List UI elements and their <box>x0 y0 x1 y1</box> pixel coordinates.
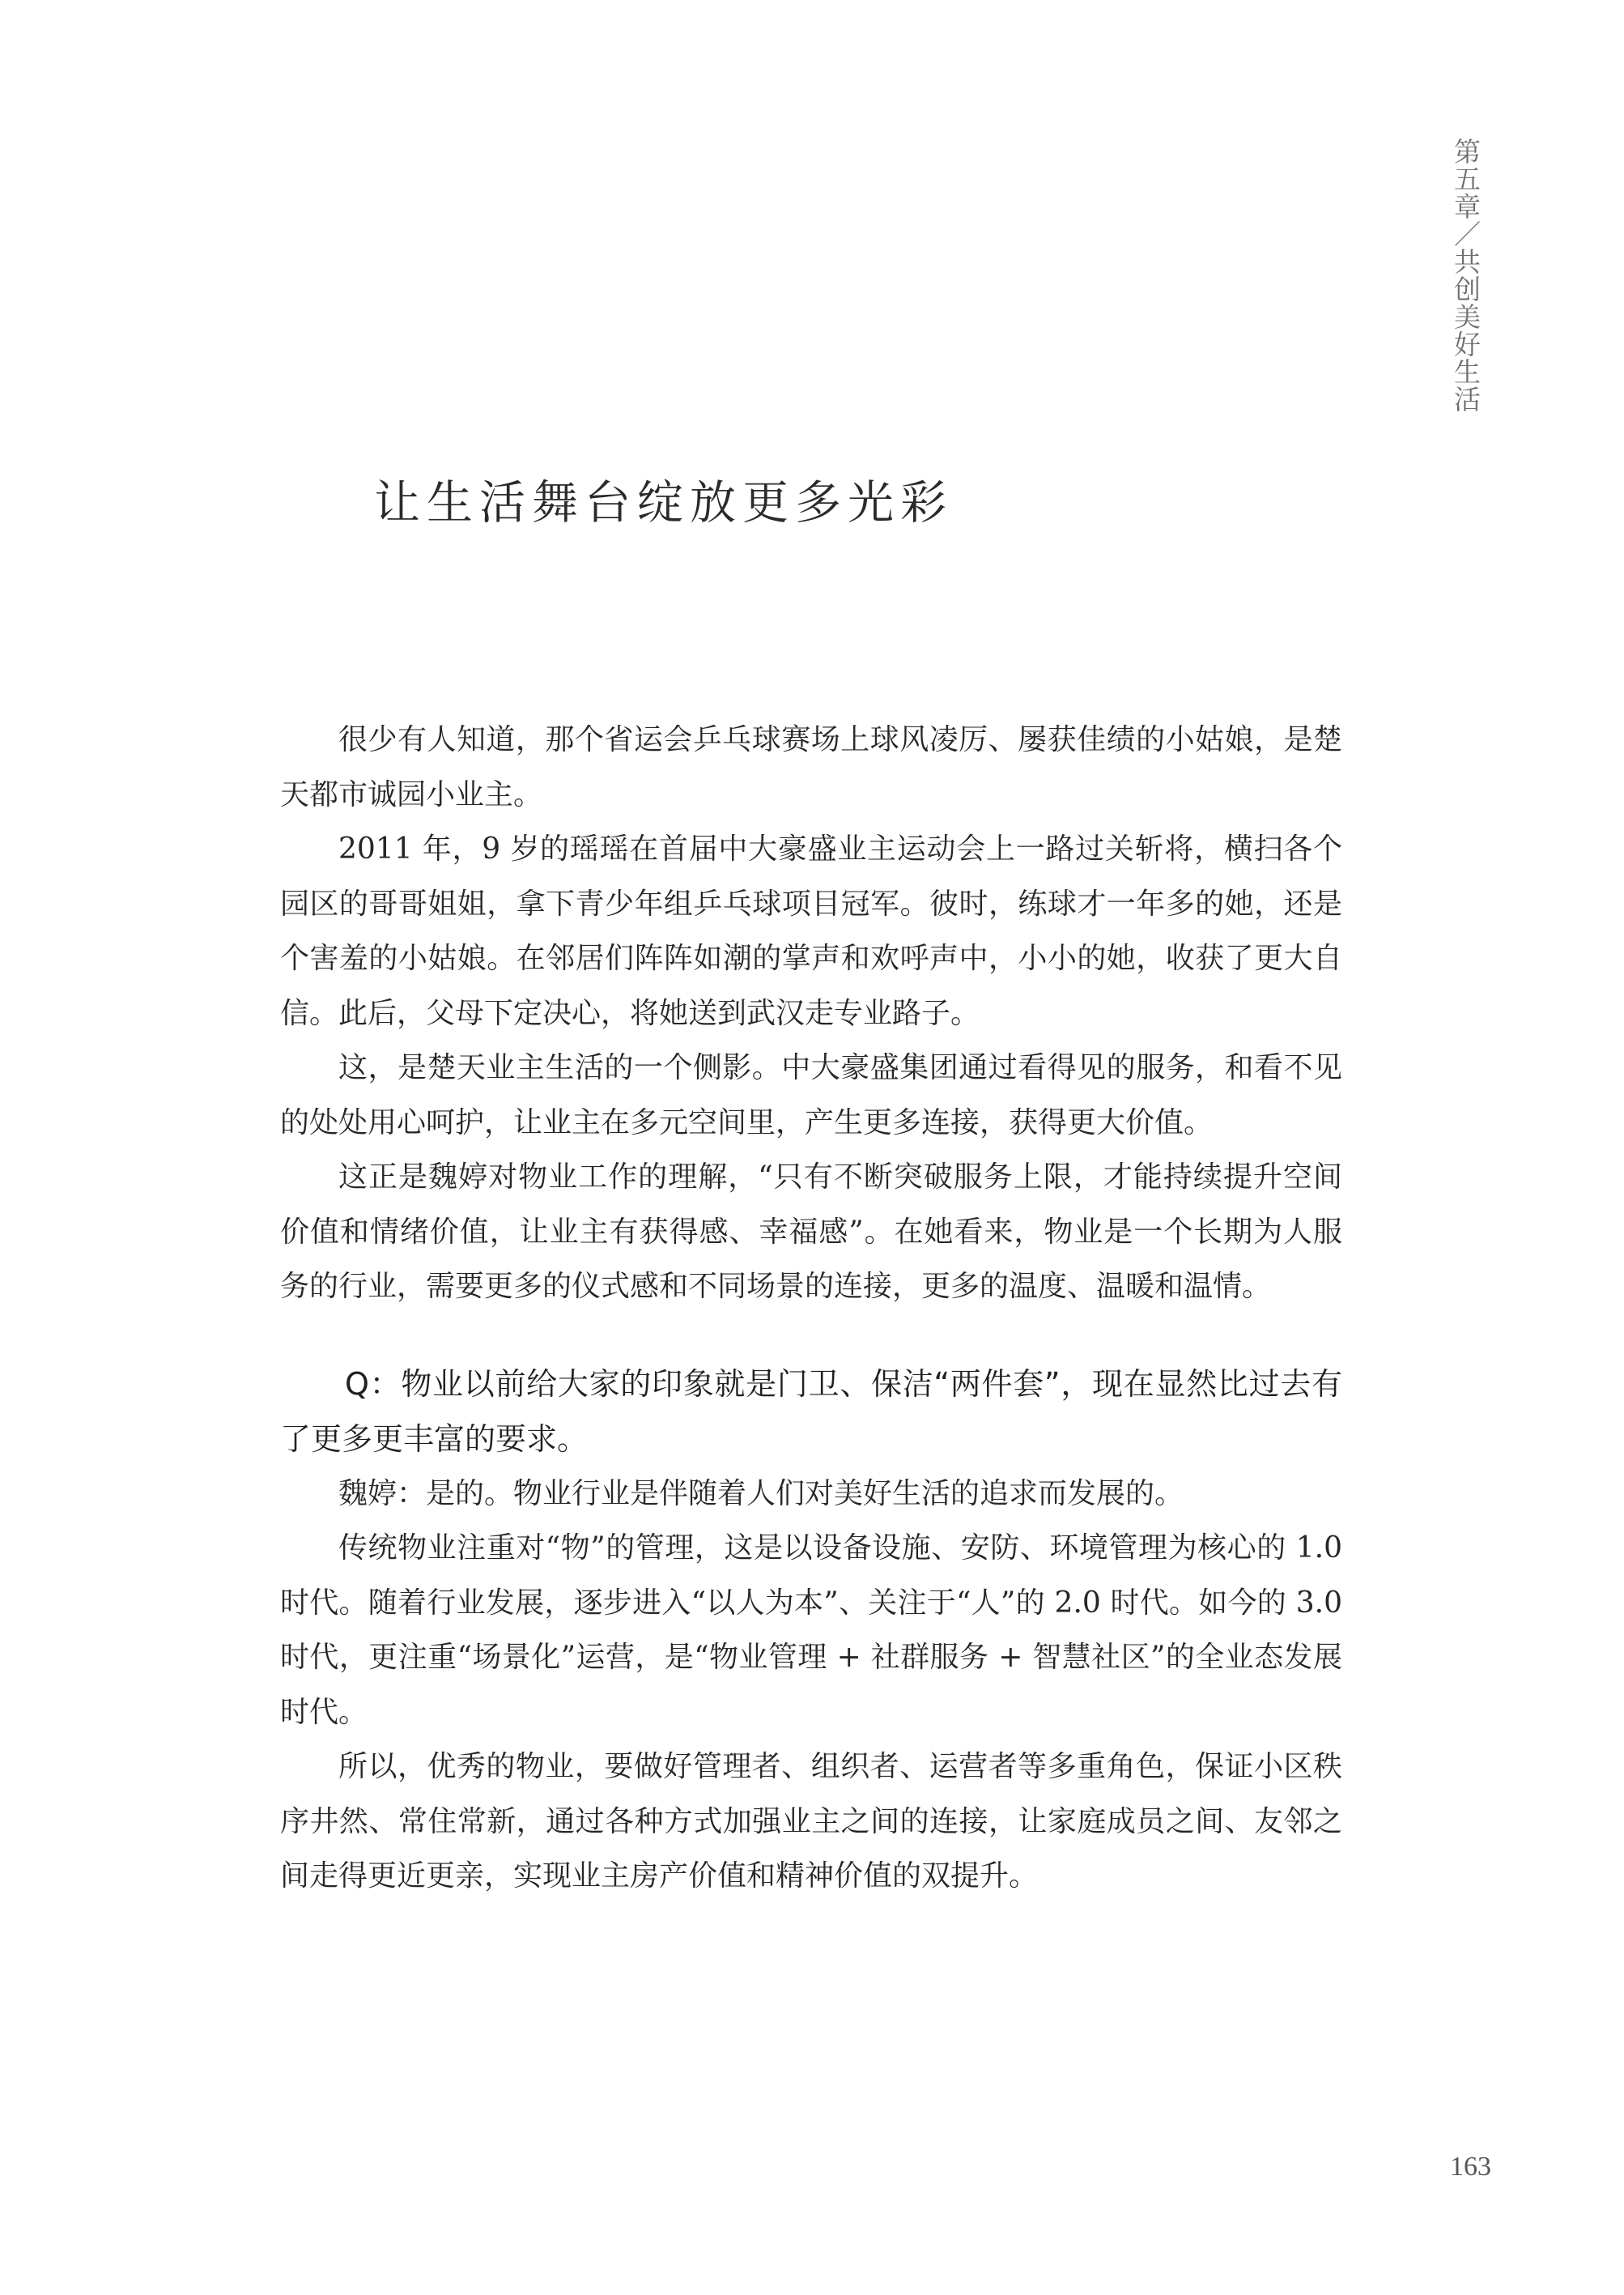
running-head: 第五章／共创美好生活 <box>1450 138 1482 413</box>
body-text <box>280 713 1342 1904</box>
paragraph: 2011 年，9 岁的瑶瑶在首届中大豪盛业主运动会上一路过关斩将，横扫各个园区的哥哥姐姐，拿下青少年组乒乓球项目冠军。彼时，练球才一年多的她，还是个害羞的小姑娘。在邻居们阵阵如潮的掌声和欢呼声中，小小的她，收获了更大自信。此后，父母下定决心，将她送到武汉走专业路子。 <box>280 832 1342 1030</box>
paragraph: 这，是楚天业主生活的一个侧影。中大豪盛集团通过看得见的服务，和看不见的处处用心呵护，让业主在多元空间里，产生更多连接，获得更大价值。 <box>280 1051 1342 1139</box>
paragraph: 这正是魏婷对物业工作的理解，“只有不断突破服务上限，才能持续提升空间价值和情绪价值，让业主有获得感、幸福感”。在她看来，物业是一个长期为人服务的行业，需要更多的仪式感和不同场景的连接，更多的温度、温暖和温情。 <box>280 1160 1342 1303</box>
page-number: 163 <box>1450 2152 1491 2182</box>
interview-answer: 所以，优秀的物业，要做好管理者、组织者、运营者等多重角色，保证小区秩序井然、常住常新，通过各种方式加强业主之间的连接，让家庭成员之间、友邻之间走得更近更亲，实现业主房产价值和精神价值的双提升。 <box>280 1750 1342 1893</box>
interview-answer: 魏婷：是的。物业行业是伴随着人们对美好生活的追求而发展的。 <box>338 1476 1184 1510</box>
chapter-title: 让生活舞台绽放更多光彩 <box>374 476 953 530</box>
interview-answer: 传统物业注重对“物”的管理，这是以设备设施、安防、环境管理为核心的 1.0 时代。随着行业发展，逐步进入“以人为本”、关注于“人”的 2.0 时代。如今的 3.0 时代，更注重“场景化”运营，是“物业管理 + 社群服务 + 智慧社区”的全业态发展时代。 <box>280 1531 1342 1729</box>
interview-question: Q：物业以前给大家的印象就是门卫、保洁“两件套”，现在显然比过去有了更多更丰富的要求。 <box>280 1365 1342 1457</box>
paragraph: 很少有人知道，那个省运会乒乓球赛场上球风凌厉、屡获佳绩的小姑娘，是楚天都市诚园小业主。 <box>280 723 1342 811</box>
